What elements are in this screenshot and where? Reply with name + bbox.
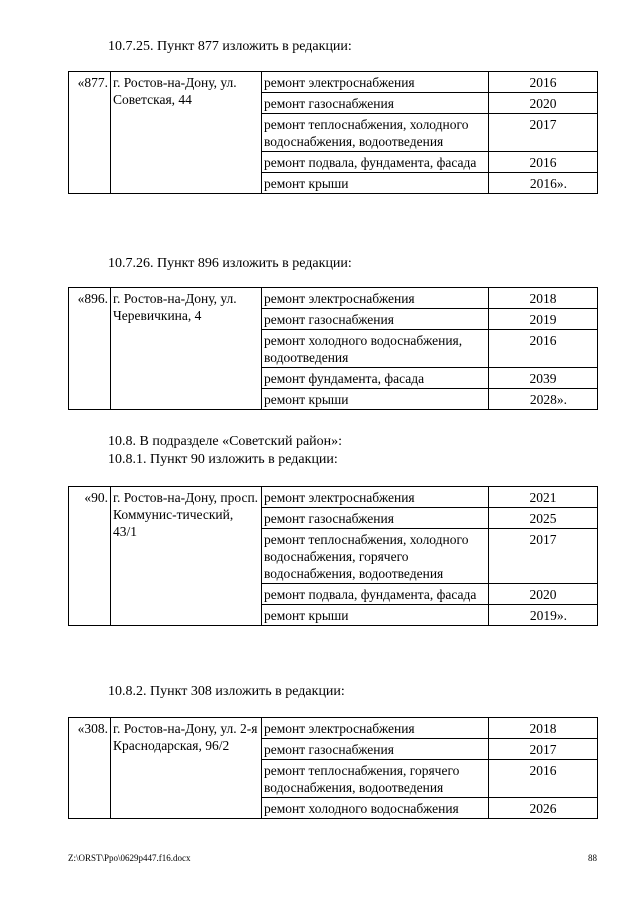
work-year: 2016 bbox=[489, 152, 598, 173]
item-address: г. Ростов-на-Дону, просп. Коммунис-тический, 43/1 bbox=[111, 487, 262, 626]
paragraph-10-8: 10.8. В подразделе «Советский район»: bbox=[108, 434, 343, 449]
item-number: «877. bbox=[69, 72, 111, 194]
item-number: «308. bbox=[69, 718, 111, 819]
work-type: ремонт холодного водоснабжения, водоотведения bbox=[262, 330, 489, 368]
work-type: ремонт газоснабжения bbox=[262, 93, 489, 114]
work-type: ремонт электроснабжения bbox=[262, 72, 489, 93]
table-row bbox=[69, 288, 598, 309]
work-year: 2017 bbox=[489, 114, 598, 152]
item-address: г. Ростов-на-Дону, ул. 2-я Краснодарская, 96/2 bbox=[111, 718, 262, 819]
work-year: 2017 bbox=[489, 739, 598, 760]
paragraph-10-7-25: 10.7.25. Пункт 877 изложить в редакции: bbox=[108, 39, 352, 54]
work-year: 2019». bbox=[489, 605, 598, 626]
table-row bbox=[69, 487, 598, 508]
work-type: ремонт электроснабжения bbox=[262, 718, 489, 739]
work-year: 2018 bbox=[489, 288, 598, 309]
work-type: ремонт крыши bbox=[262, 605, 489, 626]
work-year: 2017 bbox=[489, 529, 598, 584]
page-number: 88 bbox=[588, 853, 597, 863]
work-type: ремонт электроснабжения bbox=[262, 487, 489, 508]
work-type: ремонт крыши bbox=[262, 389, 489, 410]
work-year: 2039 bbox=[489, 368, 598, 389]
work-type: ремонт теплоснабжения, холодного водоснабжения, горячего водоснабжения, водоотведения bbox=[262, 529, 489, 584]
work-year: 2025 bbox=[489, 508, 598, 529]
table-row bbox=[69, 718, 598, 739]
table-item-90 bbox=[68, 486, 598, 626]
item-number: «90. bbox=[69, 487, 111, 626]
paragraph-10-8-2: 10.8.2. Пункт 308 изложить в редакции: bbox=[108, 684, 345, 699]
work-year: 2020 bbox=[489, 584, 598, 605]
paragraph-10-8-1: 10.8.1. Пункт 90 изложить в редакции: bbox=[108, 452, 338, 467]
work-year: 2016 bbox=[489, 330, 598, 368]
paragraph-10-7-26: 10.7.26. Пункт 896 изложить в редакции: bbox=[108, 256, 352, 271]
table-item-877 bbox=[68, 71, 598, 194]
work-year: 2018 bbox=[489, 718, 598, 739]
work-type: ремонт теплоснабжения, горячего водоснабжения, водоотведения bbox=[262, 760, 489, 798]
work-year: 2019 bbox=[489, 309, 598, 330]
work-type: ремонт крыши bbox=[262, 173, 489, 194]
work-year: 2016 bbox=[489, 760, 598, 798]
table-row bbox=[69, 72, 598, 93]
work-year: 2021 bbox=[489, 487, 598, 508]
item-address: г. Ростов-на-Дону, ул. Советская, 44 bbox=[111, 72, 262, 194]
work-type: ремонт газоснабжения bbox=[262, 309, 489, 330]
table-item-308 bbox=[68, 717, 598, 819]
table-item-896 bbox=[68, 287, 598, 410]
work-year: 2028». bbox=[489, 389, 598, 410]
work-type: ремонт холодного водоснабжения bbox=[262, 798, 489, 819]
work-type: ремонт электроснабжения bbox=[262, 288, 489, 309]
work-type: ремонт подвала, фундамента, фасада bbox=[262, 152, 489, 173]
work-type: ремонт теплоснабжения, холодного водоснабжения, водоотведения bbox=[262, 114, 489, 152]
work-type: ремонт газоснабжения bbox=[262, 739, 489, 760]
work-year: 2020 bbox=[489, 93, 598, 114]
footer-file-path: Z:\ORST\Ppo\0629p447.f16.docx bbox=[68, 853, 191, 863]
item-number: «896. bbox=[69, 288, 111, 410]
work-year: 2026 bbox=[489, 798, 598, 819]
work-type: ремонт газоснабжения bbox=[262, 508, 489, 529]
work-year: 2016». bbox=[489, 173, 598, 194]
work-type: ремонт фундамента, фасада bbox=[262, 368, 489, 389]
work-year: 2016 bbox=[489, 72, 598, 93]
work-type: ремонт подвала, фундамента, фасада bbox=[262, 584, 489, 605]
item-address: г. Ростов-на-Дону, ул. Черевичкина, 4 bbox=[111, 288, 262, 410]
